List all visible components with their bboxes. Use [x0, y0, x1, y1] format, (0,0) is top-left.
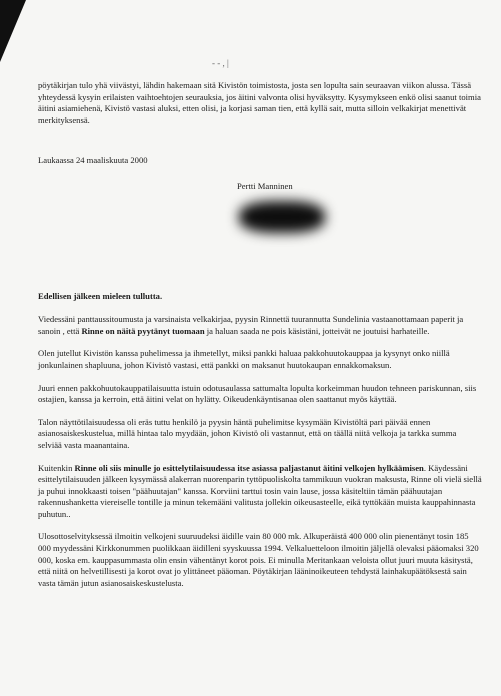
- paragraph-1: [38, 314, 482, 337]
- p1-text-a: Viedessäni panttaussitoumusta ja varsinaista velkakirjaa, pyysin Rinnettä tuurannutta Sundelinia vastaanottamaan paperit ja sanoin , että: [38, 314, 464, 336]
- p1-bold: Rinne on näitä pyytänyt tuomaan: [81, 325, 205, 336]
- paragraph-6: Ulosottoselvityksessä ilmoitin velkojeni suuruudeksi äidille vain 80 000 mk. Alkuperäistä 400 000 olin pienentänyt tosin 185 000 myydessäni Kirkkonummen puolikkaan äidilleni syyskuussa 1994. Velkaluetteloon ilmoitin jäljellä olevaksi pääomaksi 320 000, koska em. kauppasummasta olin ensin vähentänyt korot pois. Ei minulla Meritankaan veloista ollut juuri muuta käsitystä, että niitä on helvetillisesti ja korot ovat jo ylittäneet pääoman. Pöytäkirjan lääninoikeuteen tehdystä lainhakupäätöksestä sain vasta tämän jutun asianosaiskeskustelusta.: [38, 531, 479, 588]
- paragraph-3: Juuri ennen pakkohuutokauppatilaisuutta istuin odotusaulassa sattumalta lopulta korkeimman huudon tehneen pariskunnan, siis ostajien, kanssa ja kerroin, että äitini velat on hylätty. Oikeudenkäyntisanaa olen saattanut myös käyttää.: [38, 382, 477, 405]
- redacted-signature: [239, 201, 325, 233]
- scan-corner-shadow: [0, 0, 26, 62]
- p5-bold: Rinne oli siis minulle jo esittelytilaisuudessa itse asiassa paljastanut äitini velkojen hylkäämisen: [74, 462, 424, 473]
- paragraph-5: [38, 463, 482, 521]
- place-date: Laukaassa 24 maaliskuuta 2000: [38, 155, 148, 166]
- paragraph-4: Talon näyttötilaisuudessa oli eräs tuttu henkilö ja pyysin häntä puhelimitse kysymään Kivistöltä pari päivää ennen asianosaiskeskustelua, millä hintaa talo myydään, johon Kivistö oli vastannut, että on täällä niitä velkoja ja tarkka summa selviää vasta maanantaina.: [38, 416, 457, 450]
- p5-text-a: Kuitenkin: [38, 462, 75, 473]
- paragraph-2: Olen jutellut Kivistön kanssa puhelimessa ja ihmetellyt, miksi pankki haluaa pakkohuutokauppaa ja kysynyt onko niillä jonkunlainen shapluuna, johon Kivistö vastasi, että pankki on maksanut huutokaupan ennakkomaksun.: [38, 348, 450, 370]
- scan-marks: - - , |: [212, 58, 229, 68]
- document-page: [38, 80, 482, 600]
- section-heading: Edellisen jälkeen mieleen tullutta.: [38, 290, 163, 301]
- p1-text-c: ja haluan saada ne pois käsistäni, jotteivät ne joutuisi harhateille.: [204, 325, 430, 336]
- intro-paragraph: pöytäkirjan tulo yhä viivästyi, lähdin hakemaan sitä Kivistön toimistosta, josta sen lopulta sain seuraavan viikon alussa. Tässä yhteydessä kysyin erilaisten vaihtoehtojen seurauksia, jos äitini valvonta olisi hyväksytty. Kysymykseen enkö olisi saanut toimia äitini asiamiehenä, Kivistö vastasi aluksi, etten olisi, ja korjasi saman tien, että kyllä sait, mutta silloin velkakirjat menettivät merkityksensä.: [38, 80, 481, 125]
- signer-name: Pertti Manninen: [237, 180, 293, 191]
- p5-text-c: . Käydessäni esittelytilaisuuden jälkeen kysymässä alakerran nuorenparin tyttöpuoliskolta tammikuun vuokran maksusta, Rinne oli vielä siellä ja puhui innokkaasti toisen "päähuutajan" kanssa. Korviini tarttui tosin vain lause, jossa käsiteltiin tämän päähuutajan rakennushanketta viereiselle tontille ja minun tekemääni valitusta jollekin oikeusasteelle, eikä tyttökään muista kauppahinnasta puhutun..: [38, 462, 482, 519]
